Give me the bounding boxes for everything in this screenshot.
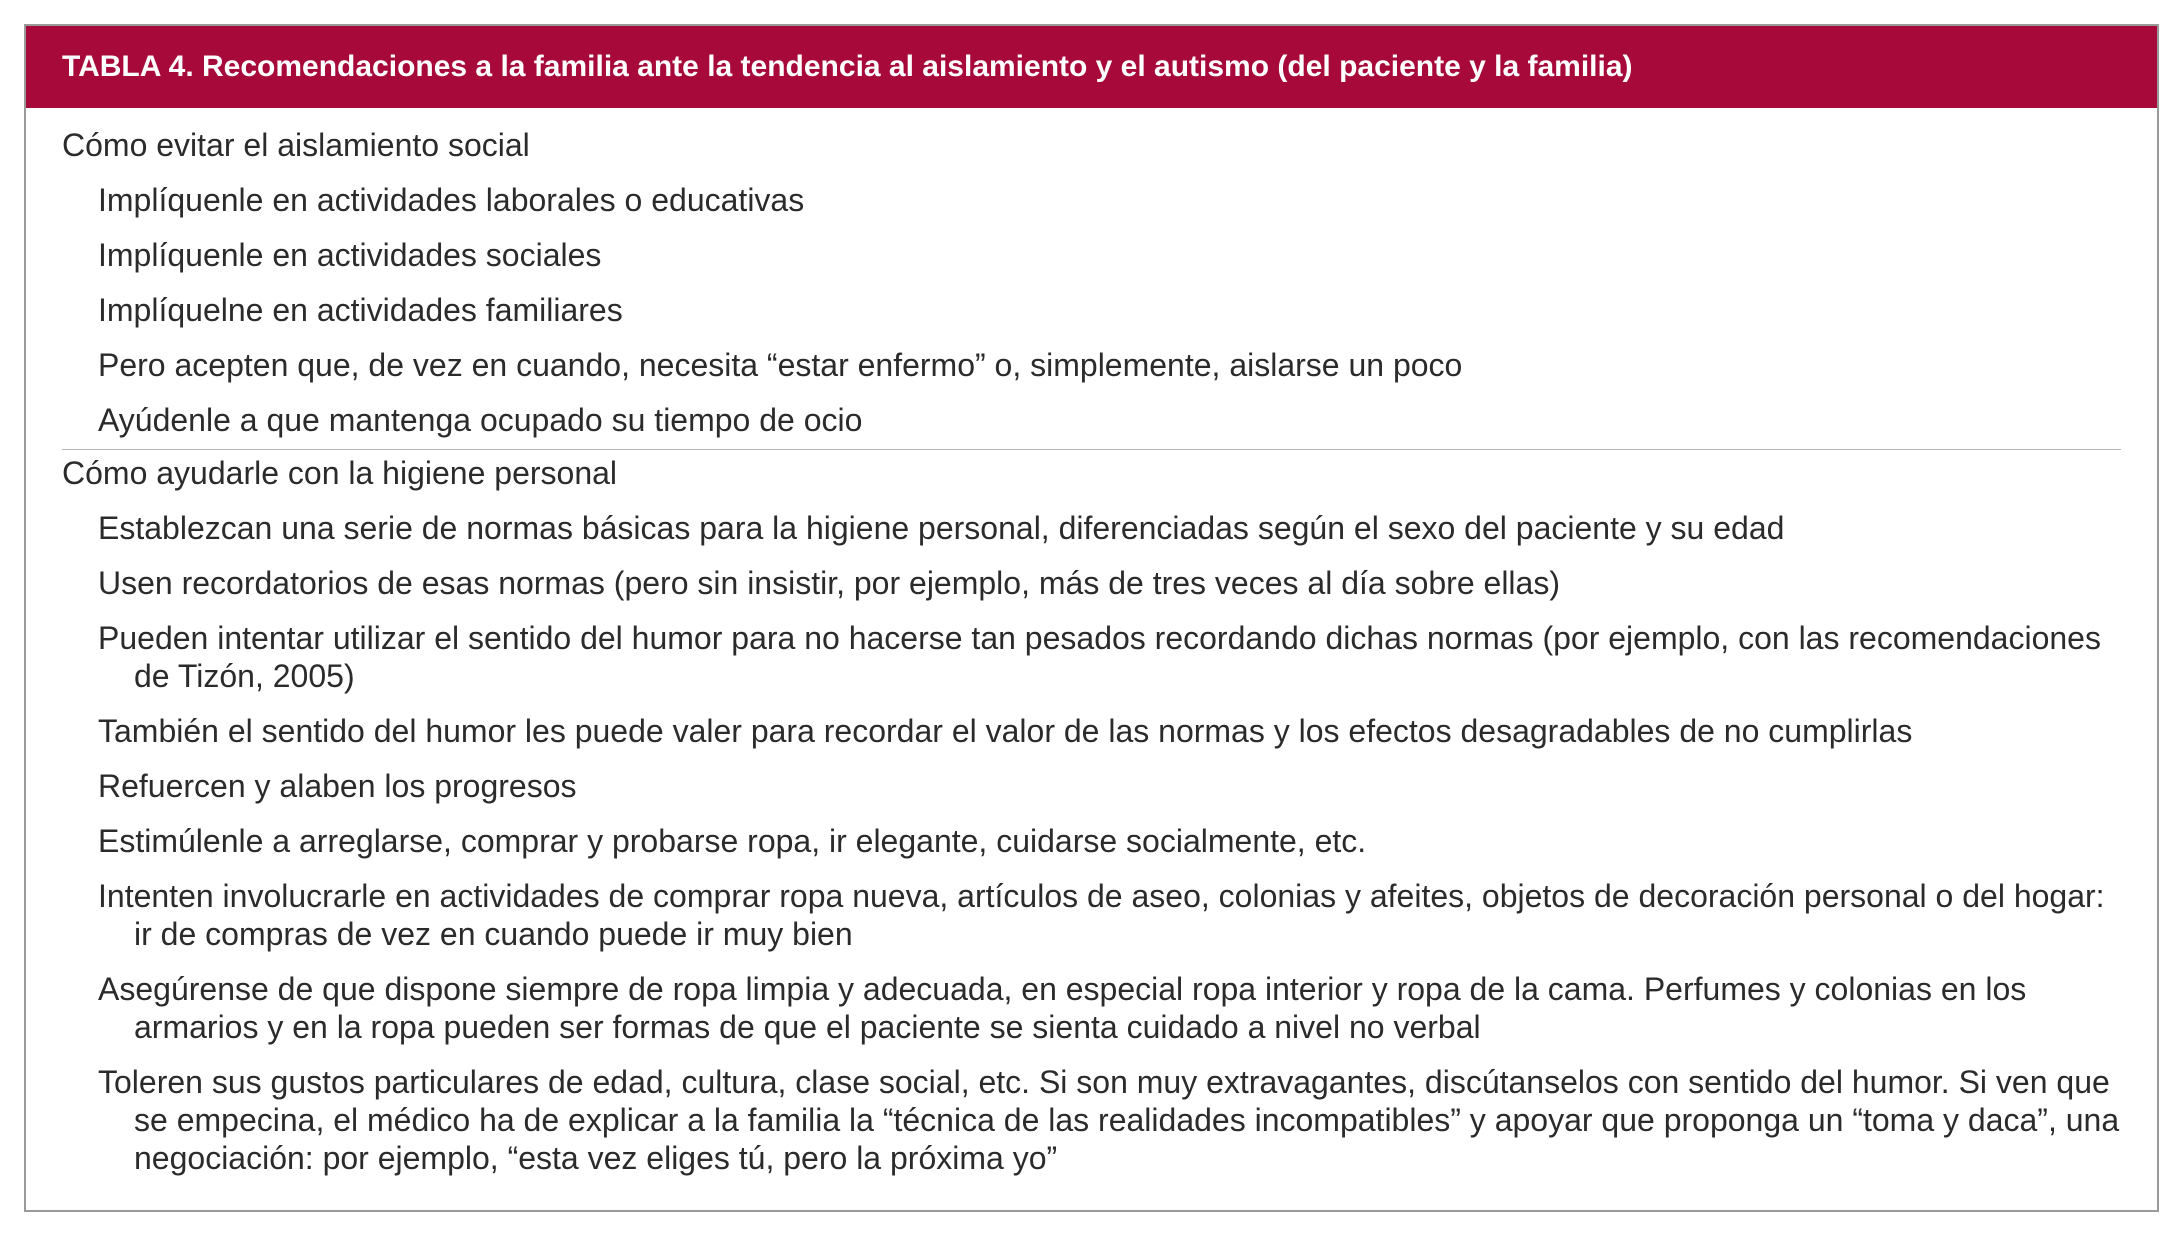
list-item: Implíquelne en actividades familiares [98,292,623,328]
table-body [26,108,2157,1177]
list-item: Toleren sus gustos particulares de edad, cultura, clase social, etc. Si son muy extravagantes, discútanselos con sentido del humor. Si ven que se empecina, el médico ha de explicar a la familia la “técnica de las realidades incompatibles” y apoyar que proponga un “toma y daca”, una negociación: por ejemplo, “esta vez eliges tú, pero la próxima yo” [98,1064,2120,1176]
list-item: Refuercen y alaben los progresos [98,768,577,804]
list-item: Pero acepten que, de vez en cuando, necesita “estar enfermo” o, simplemente, aislarse un poco [98,347,1463,383]
list-item: Establezcan una serie de normas básicas para la higiene personal, diferenciadas según el sexo del paciente y su edad [98,510,1785,546]
list-item: Asegúrense de que dispone siempre de ropa limpia y adecuada, en especial ropa interior y ropa de la cama. Perfumes y colonias en los armarios y en la ropa pueden ser formas de que el paciente se sienta cuidado a nivel no verbal [98,971,2027,1045]
list-item: Pueden intentar utilizar el sentido del humor para no hacerse tan pesados recordando dichas normas (por ejemplo, con las recomendaciones de Tizón, 2005) [98,620,2101,694]
list-item: Usen recordatorios de esas normas (pero sin insistir, por ejemplo, más de tres veces al día sobre ellas) [98,565,1560,601]
list-item: Ayúdenle a que mantenga ocupado su tiempo de ocio [98,402,863,438]
list-item: Intenten involucrarle en actividades de comprar ropa nueva, artículos de aseo, colonias y afeites, objetos de decoración personal o del hogar: ir de compras de vez en cuando puede ir muy bien [98,878,2105,952]
section-heading: Cómo ayudarle con la higiene personal [62,455,618,491]
section-hygiene [62,449,2121,1177]
section-heading: Cómo evitar el aislamiento social [62,127,530,163]
list-item: Implíquenle en actividades laborales o educativas [98,182,805,218]
section-isolation [62,126,2121,439]
table-header [26,26,2157,108]
table-box [24,24,2159,1212]
list-item: Estimúlenle a arreglarse, comprar y probarse ropa, ir elegante, cuidarse socialmente, etc. [98,823,1367,859]
table-title: TABLA 4. Recomendaciones a la familia ante la tendencia al aislamiento y el autismo (del paciente y la familia) [62,50,1633,83]
list-item: Implíquenle en actividades sociales [98,237,602,273]
list-item: También el sentido del humor les puede valer para recordar el valor de las normas y los efectos desagradables de no cumplirlas [98,713,1913,749]
